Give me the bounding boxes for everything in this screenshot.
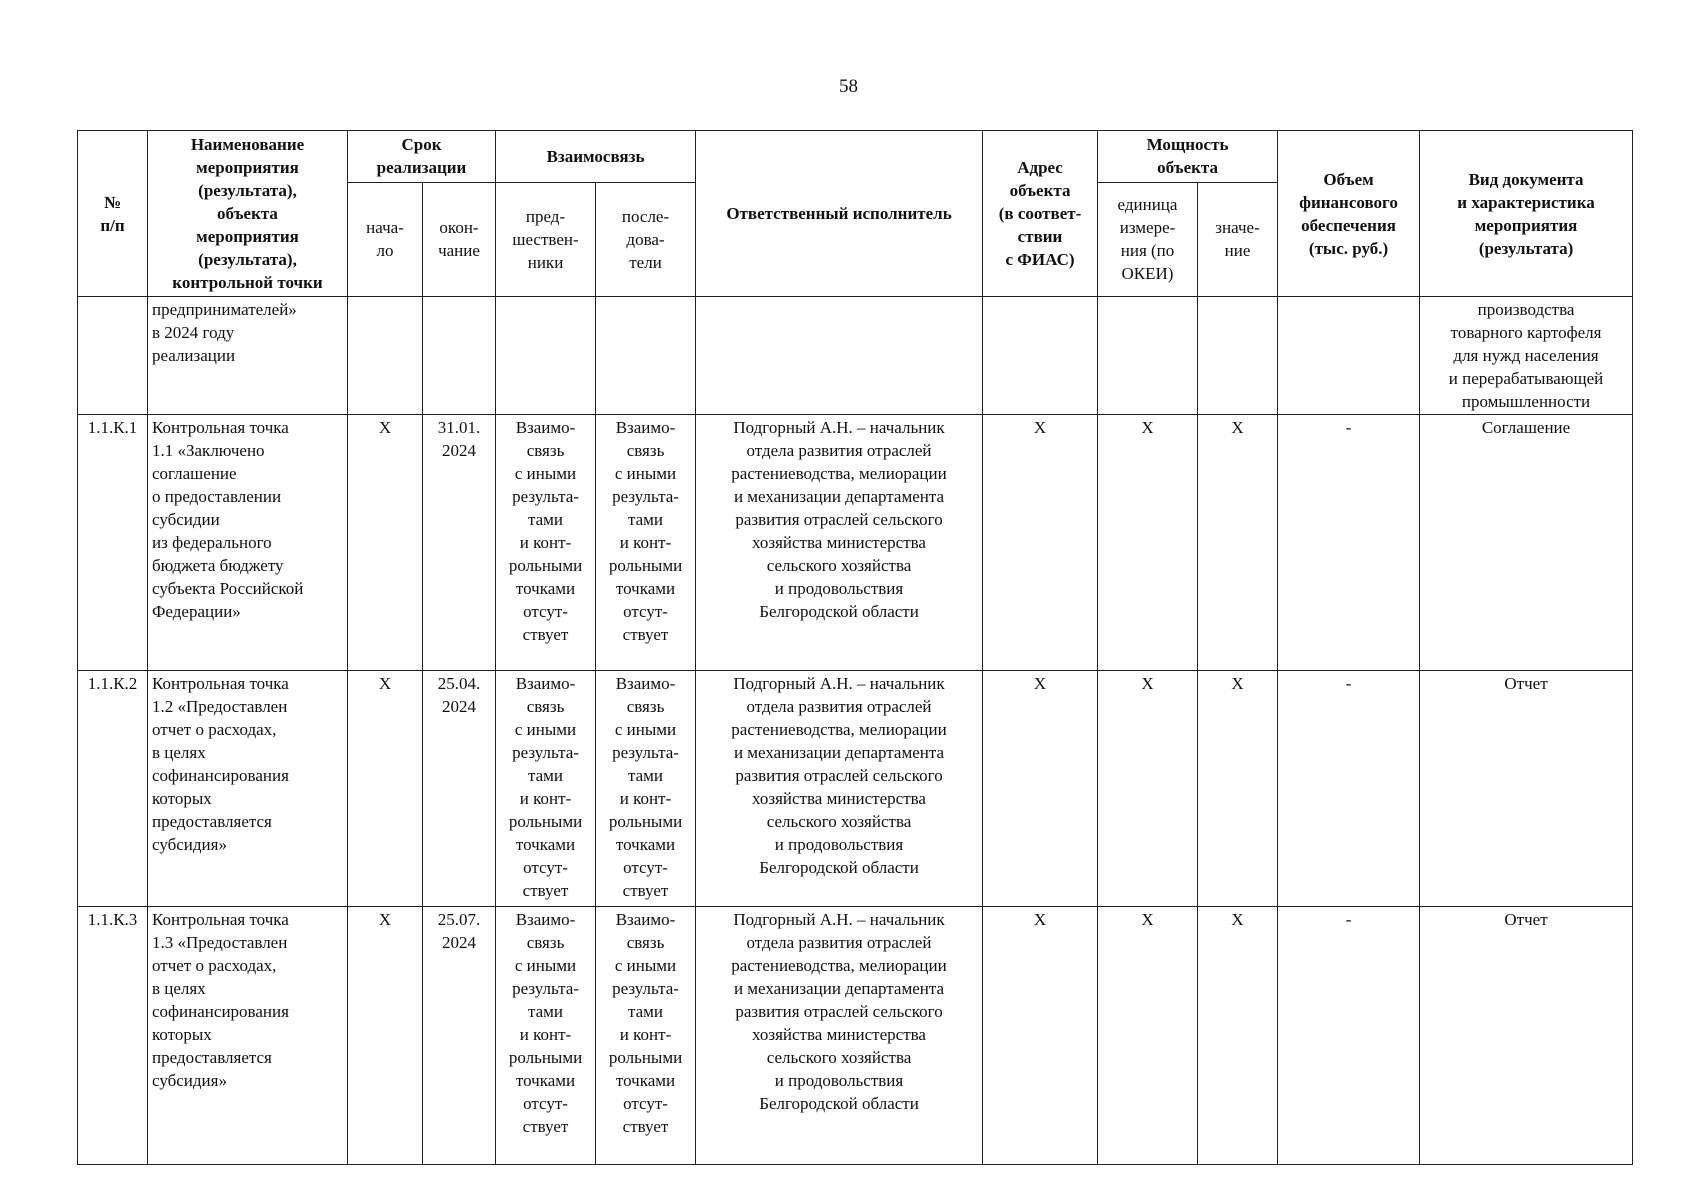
- cell-successors: Взаимо- связь с иными результа- тами и конт- рольными точками отсут- ствует: [596, 907, 696, 1165]
- cell-number: 1.1.К.1: [78, 415, 148, 671]
- cell-start: Х: [348, 671, 423, 907]
- header-predecessors: пред- шествен- ники: [496, 182, 596, 296]
- cell-value: Х: [1198, 415, 1278, 671]
- table-body: [78, 297, 1633, 1165]
- cell-address: Х: [983, 415, 1098, 671]
- cell-start: [348, 297, 423, 415]
- table-row: [78, 415, 1633, 671]
- cell-unit: Х: [1098, 907, 1198, 1165]
- cell-predecessors: Взаимо- связь с иными результа- тами и конт- рольными точками отсут- ствует: [496, 671, 596, 907]
- cell-name: Контрольная точка 1.2 «Предоставлен отчет о расходах, в целях софинансирования которых предоставляется субсидия»: [148, 671, 348, 907]
- cell-value: Х: [1198, 671, 1278, 907]
- header-capacity: Мощность объекта: [1098, 131, 1278, 183]
- cell-end: [423, 297, 496, 415]
- cell-start: Х: [348, 415, 423, 671]
- cell-start: Х: [348, 907, 423, 1165]
- cell-responsible: Подгорный А.Н. – начальник отдела развития отраслей растениеводства, мелиорации и механизации департамента развития отраслей сельского хозяйства министерства сельского хозяйства и продовольствия Белгородской области: [696, 415, 983, 671]
- header-relation: Взаимосвязь: [496, 131, 696, 183]
- cell-number: 1.1.К.3: [78, 907, 148, 1165]
- cell-doc: Отчет: [1420, 671, 1633, 907]
- cell-unit: Х: [1098, 671, 1198, 907]
- cell-financing: -: [1278, 907, 1420, 1165]
- header-value: значе- ние: [1198, 182, 1278, 296]
- cell-predecessors: Взаимо- связь с иными результа- тами и конт- рольными точками отсут- ствует: [496, 415, 596, 671]
- cell-name: Контрольная точка 1.3 «Предоставлен отчет о расходах, в целях софинансирования которых предоставляется субсидия»: [148, 907, 348, 1165]
- cell-doc: производства товарного картофеля для нужд населения и перерабатывающей промышленности: [1420, 297, 1633, 415]
- cell-predecessors: Взаимо- связь с иными результа- тами и конт- рольными точками отсут- ствует: [496, 907, 596, 1165]
- cell-financing: -: [1278, 671, 1420, 907]
- cell-successors: [596, 297, 696, 415]
- header-unit: единица измере- ния (по ОКЕИ): [1098, 182, 1198, 296]
- header-responsible: Ответственный исполнитель: [696, 131, 983, 297]
- header-term-end: окон- чание: [423, 182, 496, 296]
- header-doc-type: Вид документа и характеристика мероприятия (результата): [1420, 131, 1633, 297]
- cell-end: 25.04. 2024: [423, 671, 496, 907]
- cell-end: 25.07. 2024: [423, 907, 496, 1165]
- cell-address: Х: [983, 907, 1098, 1165]
- cell-financing: [1278, 297, 1420, 415]
- cell-number: 1.1.К.2: [78, 671, 148, 907]
- cell-name: Контрольная точка 1.1 «Заключено соглашение о предоставлении субсидии из федерального бюджета бюджету субъекта Российской Федерации»: [148, 415, 348, 671]
- cell-successors: Взаимо- связь с иными результа- тами и конт- рольными точками отсут- ствует: [596, 671, 696, 907]
- table-header: [78, 131, 1633, 297]
- header-address: Адрес объекта (в соответ- ствии с ФИАС): [983, 131, 1098, 297]
- cell-doc: Отчет: [1420, 907, 1633, 1165]
- cell-responsible: [696, 297, 983, 415]
- cell-unit: Х: [1098, 415, 1198, 671]
- plan-table: [77, 130, 1633, 1165]
- page-number: 58: [839, 76, 858, 97]
- table-row: [78, 671, 1633, 907]
- header-financing: Объем финансового обеспечения (тыс. руб.): [1278, 131, 1420, 297]
- cell-predecessors: [496, 297, 596, 415]
- cell-responsible: Подгорный А.Н. – начальник отдела развития отраслей растениеводства, мелиорации и механизации департамента развития отраслей сельского хозяйства министерства сельского хозяйства и продовольствия Белгородской области: [696, 671, 983, 907]
- header-successors: после- дова- тели: [596, 182, 696, 296]
- header-number: № п/п: [78, 131, 148, 297]
- cell-address: Х: [983, 671, 1098, 907]
- cell-financing: -: [1278, 415, 1420, 671]
- cell-address: [983, 297, 1098, 415]
- table-row: [78, 907, 1633, 1165]
- cell-unit: [1098, 297, 1198, 415]
- cell-name: предпринимателей» в 2024 году реализации: [148, 297, 348, 415]
- cell-value: [1198, 297, 1278, 415]
- header-name: Наименование мероприятия (результата), объекта мероприятия (результата), контрольной точки: [148, 131, 348, 297]
- cell-value: Х: [1198, 907, 1278, 1165]
- cell-responsible: Подгорный А.Н. – начальник отдела развития отраслей растениеводства, мелиорации и механизации департамента развития отраслей сельского хозяйства министерства сельского хозяйства и продовольствия Белгородской области: [696, 907, 983, 1165]
- cell-end: 31.01. 2024: [423, 415, 496, 671]
- header-term-start: нача- ло: [348, 182, 423, 296]
- header-term: Срок реализации: [348, 131, 496, 183]
- cell-successors: Взаимо- связь с иными результа- тами и конт- рольными точками отсут- ствует: [596, 415, 696, 671]
- table-row: [78, 297, 1633, 415]
- cell-number: [78, 297, 148, 415]
- cell-doc: Соглашение: [1420, 415, 1633, 671]
